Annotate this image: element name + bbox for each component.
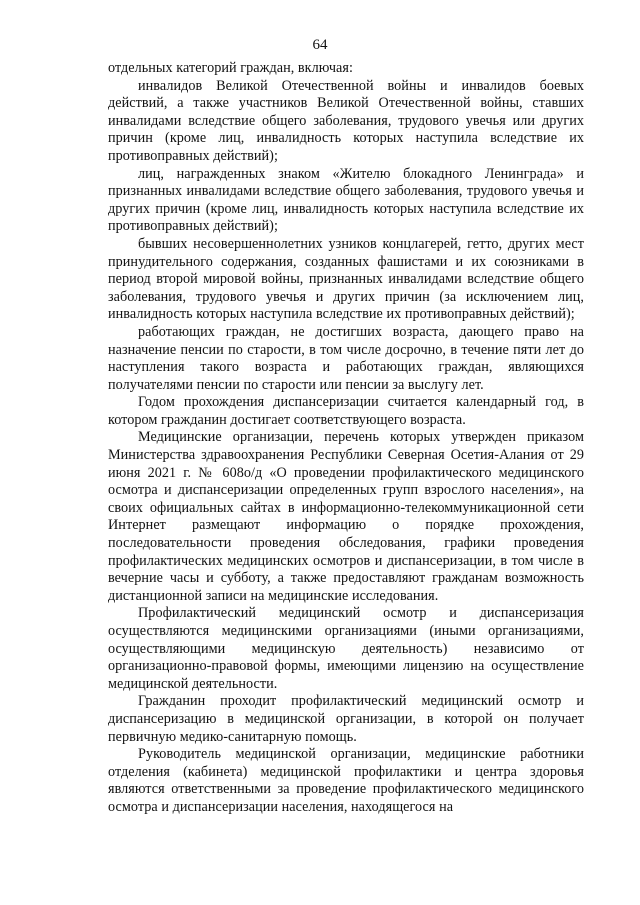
paragraph-leningrad-siege: лиц, награжденных знаком «Жителю блокадного Ленинграда» и признанных инвалидами вследствие общего заболевания, трудового увечья и других причин (кроме лиц, инвалидность которых наступила вследствие их противоправных действий); (108, 165, 584, 235)
paragraph-concentration-camp-prisoners: бывших несовершеннолетних узников концлагерей, гетто, других мест принудительного содержания, созданных фашистами и их союзниками в период второй мировой войны, признанных инвалидами вследствие общего заболевания, трудового увечья и других причин (за исключением лиц, инвалидность которых наступила вследствие их противоправных действий); (108, 235, 584, 323)
document-body (108, 60, 584, 817)
paragraph-working-citizens: работающих граждан, не достигших возраста, дающего право на назначение пенсии по старости, в том числе досрочно, в течение пяти лет до наступления такого возраста и работающих граждан, являющихся получателями пенсии по старости или пенсии за выслугу лет. (108, 323, 584, 393)
paragraph-organization-head: Руководитель медицинской организации, медицинские работники отделения (кабинета) медицинской профилактики и центра здоровья являются ответственными за проведение профилактического медицинского осмотра и диспансеризации населения, находящегося на (108, 746, 584, 815)
paragraph-continuation: отдельных категорий граждан, включая: (108, 60, 353, 76)
page-number: 64 (312, 37, 328, 53)
paragraph-dispensary-year: Годом прохождения диспансеризации считается календарный год, в котором гражданин достигает соответствующего возраста. (108, 394, 584, 428)
paragraph-medical-organizations: Медицинские организации, перечень которых утвержден приказом Министерства здравоохранения Республики Северная Осетия-Алания от 29 июня 2021 г. № 608о/д «О проведении профилактического медицинского осмотра и диспансеризации определенных групп взрослого населения», на своих официальных сайтах в информационно-телекоммуникационной сети Интернет размещают информацию о порядке прохождения, последовательности проведения обследования, графики проведения профилактических медицинских осмотров и диспансеризации, в том числе в вечерние часы и субботу, а также предоставляют гражданам возможность дистанционной записи на медицинские исследования. (108, 429, 584, 604)
paragraph-preventive-examination: Профилактический медицинский осмотр и диспансеризация осуществляются медицинскими организациями (иными организациями, осуществляющими медицинскую деятельность) независимо от организационно-правовой формы, имеющими лицензию на осуществление медицинской деятельности. (108, 605, 584, 692)
paragraph-wwii-veterans: инвалидов Великой Отечественной войны и инвалидов боевых действий, а также участников Великой Отечественной войны, ставших инвалидами вследствие общего заболевания, трудового увечья или других причин (кроме лиц, инвалидность которых наступила вследствие их противоправных действий); (108, 77, 584, 164)
paragraph-citizen-examination: Гражданин проходит профилактический медицинский осмотр и диспансеризацию в медицинской организации, в которой он получает первичную медико-санитарную помощь. (108, 693, 584, 745)
